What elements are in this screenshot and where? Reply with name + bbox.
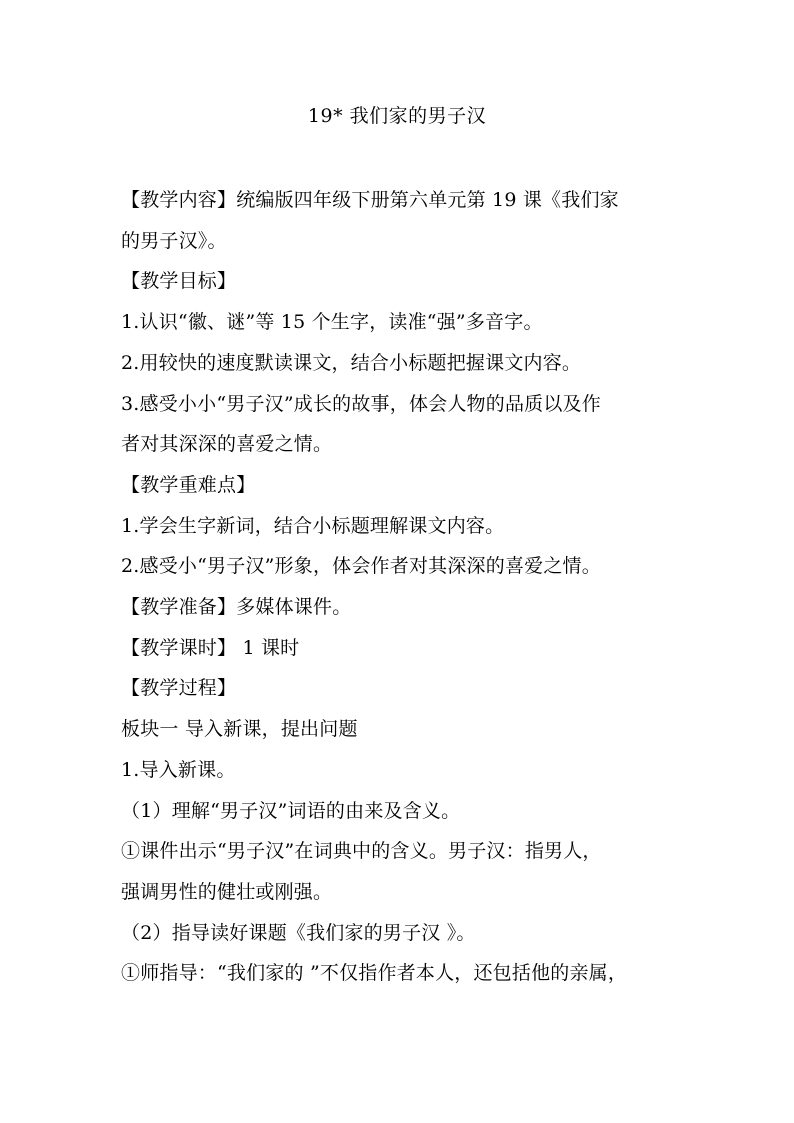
text-line: 1.导入新课。 [121, 758, 236, 781]
text-line: 的男子汉》。 [121, 229, 227, 252]
text-line: 者对其深深的喜爱之情。 [121, 433, 333, 456]
section-heading: 【教学过程】 [121, 677, 237, 700]
text-line: 强调男性的健壮或刚强。 [121, 880, 333, 903]
text-line: ①师指导：“我们家的 ”不仅指作者本人，还包括他的亲属， [121, 962, 628, 985]
text-line: 板块一 导入新课，提出问题 [121, 718, 358, 741]
text-line: 1.认识“徽、谜”等 15 个生字，读准“强”多音字。 [121, 311, 543, 334]
text-line: 2.感受小“男子汉”形象，体会作者对其深深的喜爱之情。 [121, 555, 601, 578]
document-title: 19* 我们家的男子汉 [307, 105, 487, 127]
text-line: （1）理解“男子汉”词语的由来及含义。 [121, 799, 461, 822]
text-line: 2.用较快的速度默读课文，结合小标题把握课文内容。 [121, 351, 582, 374]
text-line: 【教学准备】多媒体课件。 [121, 596, 352, 619]
text-line: 【教学内容】统编版四年级下册第六单元第 19 课《我们家 [121, 189, 619, 211]
text-line: （2）指导读好课题《我们家的男子汉 》。 [121, 921, 476, 944]
text-line: 【教学课时】 1 课时 [121, 636, 300, 659]
text-line: 3.感受小小“男子汉”成长的故事，体会人物的品质以及作 [121, 392, 601, 415]
section-heading: 【教学重难点】 [121, 473, 256, 496]
document-body [121, 180, 681, 994]
text-line: ①课件出示“男子汉”在词典中的含义。男子汉：指男人， [121, 840, 602, 863]
section-heading: 【教学目标】 [121, 270, 237, 293]
text-line: 1.学会生字新词，结合小标题理解课文内容。 [121, 514, 505, 537]
